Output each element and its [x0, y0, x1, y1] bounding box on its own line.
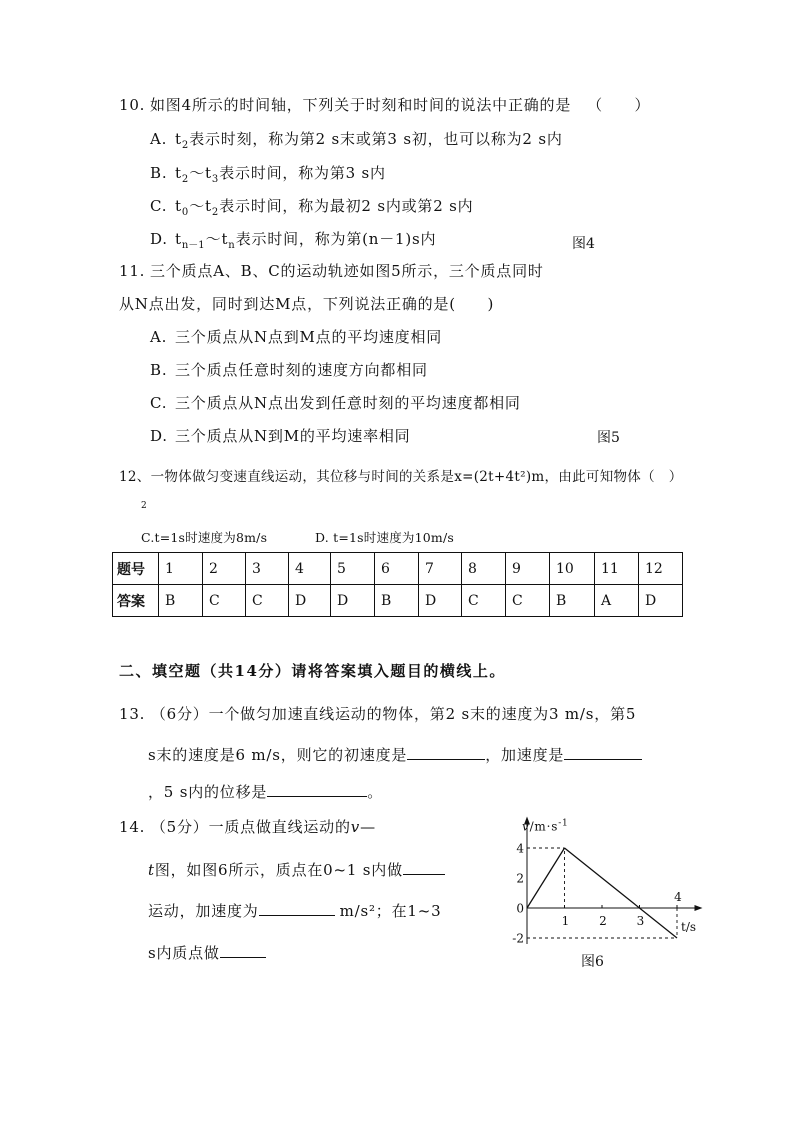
- y-axis-label: [522, 819, 569, 834]
- option-label: D.: [150, 230, 168, 248]
- stray-superscript-mark: 2: [141, 501, 147, 511]
- table-cell: C: [246, 585, 289, 617]
- x-axis-arrow: [695, 905, 703, 911]
- question-text: 运动，加速度为: [148, 902, 259, 920]
- table-row-answers: [113, 585, 683, 617]
- q11-stem-line-2: [119, 295, 494, 313]
- table-cell: 2: [203, 553, 246, 585]
- range-separator: ～: [189, 197, 206, 215]
- table-row-numbers: [113, 553, 683, 585]
- table-cell: 12: [639, 553, 683, 585]
- q13-line-2: [148, 745, 642, 764]
- time-variable: t: [205, 197, 212, 215]
- velocity-time-chart: [500, 812, 715, 954]
- question-text: s末的速度是6 m/s，则它的初速度是: [148, 746, 408, 764]
- y-tick-label: -2: [512, 931, 524, 946]
- q13-line-3: [148, 782, 383, 801]
- range-separator: ～: [189, 164, 206, 182]
- q14-line-3: [148, 901, 441, 920]
- table-cell: 3: [246, 553, 289, 585]
- question-stem: 从N点出发，同时到达M点，下列说法正确的是( ): [119, 295, 495, 313]
- subscript: 0: [181, 207, 189, 218]
- option-text: 表示时间，称为第3 s内: [219, 164, 386, 182]
- y-axis-label-var: v: [522, 819, 530, 834]
- table-cell: D: [419, 585, 462, 617]
- answer-blank: [564, 745, 642, 760]
- option-label: D.: [150, 427, 168, 445]
- table-cell: 4: [289, 553, 331, 585]
- table-cell: 6: [375, 553, 419, 585]
- answer-blank: [259, 901, 335, 916]
- time-variable: t: [175, 164, 182, 182]
- q14-line-2: [148, 860, 445, 879]
- q10-option-b: [150, 164, 386, 185]
- option-text: 表示时刻，称为第2 s末或第3 s初，也可以称为2 s内: [189, 130, 563, 148]
- question-stem: 一物体做匀变速直线运动，其位移与时间的关系是x=(2t+4t²)m，由此可知物体（ ）: [150, 469, 683, 485]
- question-text: 14. （5分）一质点做直线运动的: [119, 818, 351, 836]
- table-cell: 10: [550, 553, 595, 585]
- q12-option-c: C.t=1s时速度为8m/s: [141, 530, 268, 545]
- dash: —: [360, 818, 376, 836]
- table-cell: B: [375, 585, 419, 617]
- table-cell: A: [595, 585, 639, 617]
- q11-option-c: [150, 394, 521, 412]
- option-label: C.: [150, 394, 168, 412]
- time-variable: t: [175, 130, 182, 148]
- x-tick-label: 2: [599, 914, 607, 928]
- q11-option-b: [150, 361, 428, 379]
- subscript: 2: [211, 207, 219, 218]
- velocity-segment: [527, 848, 565, 908]
- question-text: 图，如图6所示，质点在0~1 s内做: [154, 861, 403, 879]
- question-text: m/s²；在1~3: [339, 902, 442, 920]
- section-heading: 二、填空题（共14分）请将答案填入题目的横线上。: [119, 662, 506, 680]
- x-tick-label: 4: [674, 890, 682, 904]
- y-tick-label: 2: [516, 871, 524, 886]
- y-tick-label: 0: [516, 901, 524, 916]
- table-cell: B: [550, 585, 595, 617]
- q10-stem-line: [119, 96, 650, 114]
- answer-paren: （ ）: [587, 96, 651, 114]
- question-text: 。: [367, 783, 384, 801]
- subscript: n－1: [181, 240, 205, 251]
- q12-stem-line: [119, 468, 683, 486]
- question-text: ，5 s内的位移是: [148, 783, 268, 801]
- question-stem: 三个质点A、B、C的运动轨迹如图5所示，三个质点同时: [150, 262, 544, 280]
- question-text: ，加速度是: [485, 746, 565, 764]
- table-cell: 1: [159, 553, 203, 585]
- q10-option-d: [150, 230, 436, 251]
- table-cell: 5: [331, 553, 375, 585]
- table-cell: D: [331, 585, 375, 617]
- option-label: A.: [150, 130, 168, 148]
- table-cell: 7: [419, 553, 462, 585]
- option-text: 三个质点从N点到M点的平均速度相同: [175, 328, 443, 346]
- table-header-cell: 答案: [113, 585, 159, 617]
- table-cell: C: [203, 585, 246, 617]
- question-number: 12、: [119, 469, 151, 485]
- table-cell: 8: [462, 553, 506, 585]
- option-label: B.: [150, 361, 168, 379]
- velocity-symbol: v: [350, 818, 361, 836]
- q11-stem-line-1: [119, 262, 544, 280]
- table-cell: D: [639, 585, 683, 617]
- table-cell: 11: [595, 553, 639, 585]
- q11-option-a: [150, 328, 442, 346]
- option-text: 表示时间，称为最初2 s内或第2 s内: [219, 197, 474, 215]
- x-tick-label: 1: [561, 914, 570, 928]
- time-symbol: t: [148, 861, 155, 879]
- figure-4-caption: 图4: [572, 236, 595, 252]
- time-variable: t: [205, 164, 212, 182]
- y-axis-label-exponent: -1: [558, 818, 569, 829]
- q14-line-4: [148, 943, 266, 962]
- answer-blank: [267, 782, 367, 797]
- subscript: 2: [181, 140, 189, 151]
- x-tick-label: 3: [636, 914, 645, 928]
- question-stem: 如图4所示的时间轴，下列关于时刻和时间的说法中正确的是: [150, 96, 572, 114]
- subscript: n: [228, 240, 235, 251]
- table-cell: C: [462, 585, 506, 617]
- range-separator: ～: [205, 230, 222, 248]
- option-text: 三个质点任意时刻的速度方向都相同: [175, 361, 428, 379]
- question-text: s内质点做: [148, 944, 220, 962]
- q13-line-1: 13. （6分）一个做匀加速直线运动的物体，第2 s末的速度为3 m/s，第5: [119, 705, 637, 723]
- answer-table: [112, 552, 683, 617]
- q10-option-a: [150, 130, 563, 151]
- table-cell: B: [159, 585, 203, 617]
- answer-blank: [407, 745, 485, 760]
- q11-option-d: [150, 427, 411, 445]
- q12-option-d: D. t=1s时速度为10m/s: [315, 530, 454, 545]
- y-axis-label-unit: /m·s: [529, 819, 559, 834]
- q14-line-1: [119, 818, 376, 836]
- time-variable: t: [175, 230, 182, 248]
- table-header-cell: 题号: [113, 553, 159, 585]
- table-cell: D: [289, 585, 331, 617]
- answer-blank: [403, 860, 445, 875]
- question-number: 10.: [119, 96, 146, 114]
- table-cell: 9: [506, 553, 550, 585]
- time-variable: t: [175, 197, 182, 215]
- y-tick-label: 4: [516, 841, 524, 856]
- subscript: 3: [211, 174, 219, 185]
- time-variable: t: [221, 230, 229, 248]
- option-label: B.: [150, 164, 168, 182]
- answer-blank: [220, 943, 266, 958]
- figure-5-caption: 图5: [597, 430, 620, 446]
- table-cell: C: [506, 585, 550, 617]
- x-axis-label: t/s: [681, 920, 697, 934]
- q10-option-c: [150, 197, 473, 218]
- option-text: 表示时间，称为第(n－1)s内: [235, 230, 437, 248]
- option-text: 三个质点从N到M的平均速率相同: [175, 427, 411, 445]
- figure-6-caption: 图6: [581, 954, 604, 970]
- option-text: 三个质点从N点出发到任意时刻的平均速度都相同: [175, 394, 521, 412]
- option-label: A.: [150, 328, 168, 346]
- option-label: C.: [150, 197, 168, 215]
- velocity-segment: [565, 848, 678, 938]
- question-number: 11.: [119, 262, 146, 280]
- subscript: 2: [181, 174, 189, 185]
